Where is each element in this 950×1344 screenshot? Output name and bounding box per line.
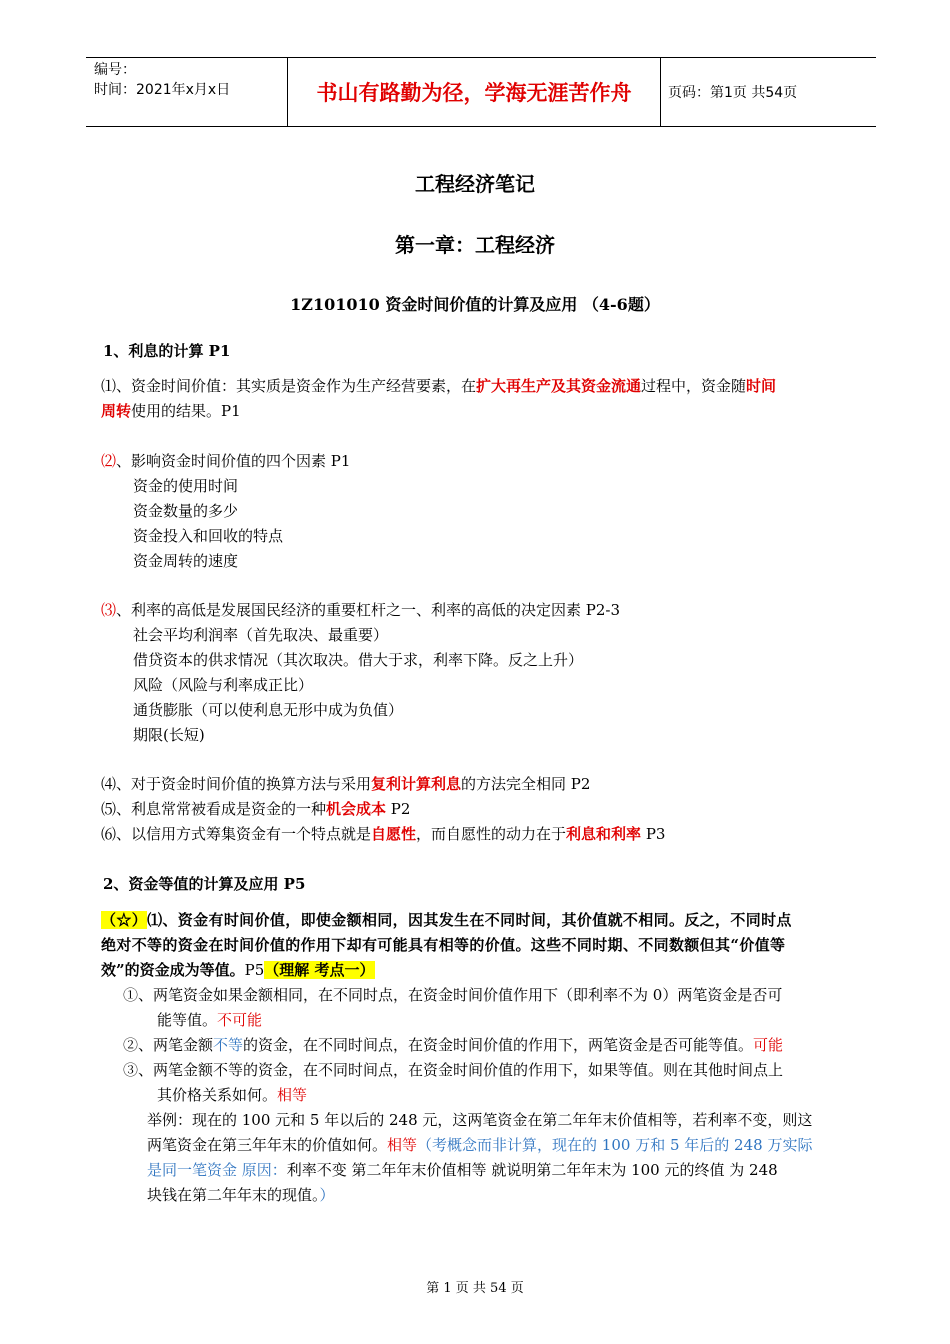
list-item: 借贷资本的供求情况（其次取决。借大于求，利率下降。反之上升） bbox=[133, 651, 584, 669]
para-7-line-3: 效”的资金成为等值。P5（理解 考点一） bbox=[101, 961, 375, 979]
para-5: ⑸、利息常常被看成是资金的一种机会成本 P2 bbox=[101, 800, 411, 818]
example-line-4: 块钱在第二年年末的现值。） bbox=[147, 1186, 335, 1204]
para-3: ⑶、利率的高低是发展国民经济的重要杠杆之一、利率的高低的决定因素 P2-3 bbox=[101, 601, 621, 619]
document-title: 工程经济笔记 bbox=[415, 172, 535, 196]
example-line-3: 是同一笔资金 原因：利率不变 第二年年末价值相等 就说明第二年年末为 100 元的终值 为 248 bbox=[147, 1161, 778, 1179]
heading-1: 1、利息的计算 P1 bbox=[103, 342, 231, 360]
item-3-line-1: ③、两笔金额不等的资金，在不同时间点，在资金时间价值的作用下，如果等值。则在其他时间点上 bbox=[123, 1061, 784, 1079]
star-mark: （☆） bbox=[101, 911, 148, 929]
para-7-line-2: 绝对不等的资金在时间价值的作用下却有可能具有相等的价值。这些不同时期、不同数额但其“价值等 bbox=[101, 936, 786, 954]
header-divider bbox=[660, 58, 661, 126]
para-1-line-2: 周转使用的结果。P1 bbox=[101, 402, 241, 420]
para-6: ⑹、以信用方式筹集资金有一个特点就是自愿性，而自愿性的动力在于利息和利率 P3 bbox=[101, 825, 666, 843]
list-item: 资金数量的多少 bbox=[133, 502, 239, 520]
number-label: 编号： bbox=[94, 62, 136, 78]
section-title: 1Z101010 资金时间价值的计算及应用 （4-6题） bbox=[290, 295, 660, 314]
chapter-title: 第一章：工程经济 bbox=[395, 233, 555, 257]
para-7-line-1: （☆）⑴、资金有时间价值，即使金额相同，因其发生在不同时间，其价值就不相同。反之，不同时点 bbox=[101, 911, 792, 929]
time-label: 时间：2021年x月x日 bbox=[94, 82, 231, 98]
list-item: 资金的使用时间 bbox=[133, 477, 239, 495]
header-motto: 书山有路勤为径，学海无涯苦作舟 bbox=[316, 81, 632, 105]
list-item: 通货膨胀（可以使利息无形中成为负值） bbox=[133, 701, 404, 719]
list-item: 期限(长短) bbox=[133, 726, 205, 744]
page-header bbox=[86, 57, 876, 127]
list-item: 风险（风险与利率成正比） bbox=[133, 676, 314, 694]
item-1-line-1: ①、两笔资金如果金额相同，在不同时点，在资金时间价值作用下（即利率不为 0）两笔资金是否可 bbox=[123, 986, 783, 1004]
item-3-line-2: 其价格关系如何。相等 bbox=[157, 1086, 308, 1104]
list-item: 资金投入和回收的特点 bbox=[133, 527, 284, 545]
header-page-info: 页码：第1页 共54页 bbox=[668, 85, 798, 101]
heading-2: 2、资金等值的计算及应用 P5 bbox=[103, 875, 306, 893]
para-1-line-1: ⑴、资金时间价值：其实质是资金作为生产经营要素，在扩大再生产及其资金流通过程中，资金随时间 bbox=[101, 377, 777, 395]
item-1-line-2: 能等值。不可能 bbox=[157, 1011, 263, 1029]
example-line-1: 举例：现在的 100 元和 5 年以后的 248 元，这两笔资金在第二年年末价值相等，若利率不变，则这 bbox=[147, 1111, 813, 1129]
item-2: ②、两笔金额不等的资金，在不同时间点，在资金时间价值的作用下，两笔资金是否可能等值。可能 bbox=[123, 1036, 784, 1054]
para-2: ⑵、影响资金时间价值的四个因素 P1 bbox=[101, 452, 351, 470]
key-point-badge: （理解 考点一） bbox=[264, 961, 375, 979]
page-footer: 第 1 页 共 54 页 bbox=[426, 1281, 524, 1296]
para-4: ⑷、对于资金时间价值的换算方法与采用复利计算利息的方法完全相同 P2 bbox=[101, 775, 591, 793]
header-meta bbox=[94, 60, 284, 100]
list-item: 资金周转的速度 bbox=[133, 552, 239, 570]
list-item: 社会平均利润率（首先取决、最重要） bbox=[133, 626, 389, 644]
example-line-2: 两笔资金在第三年年末的价值如何。相等（考概念而非计算，现在的 100 万和 5 年后的 248 万实际 bbox=[147, 1136, 813, 1154]
